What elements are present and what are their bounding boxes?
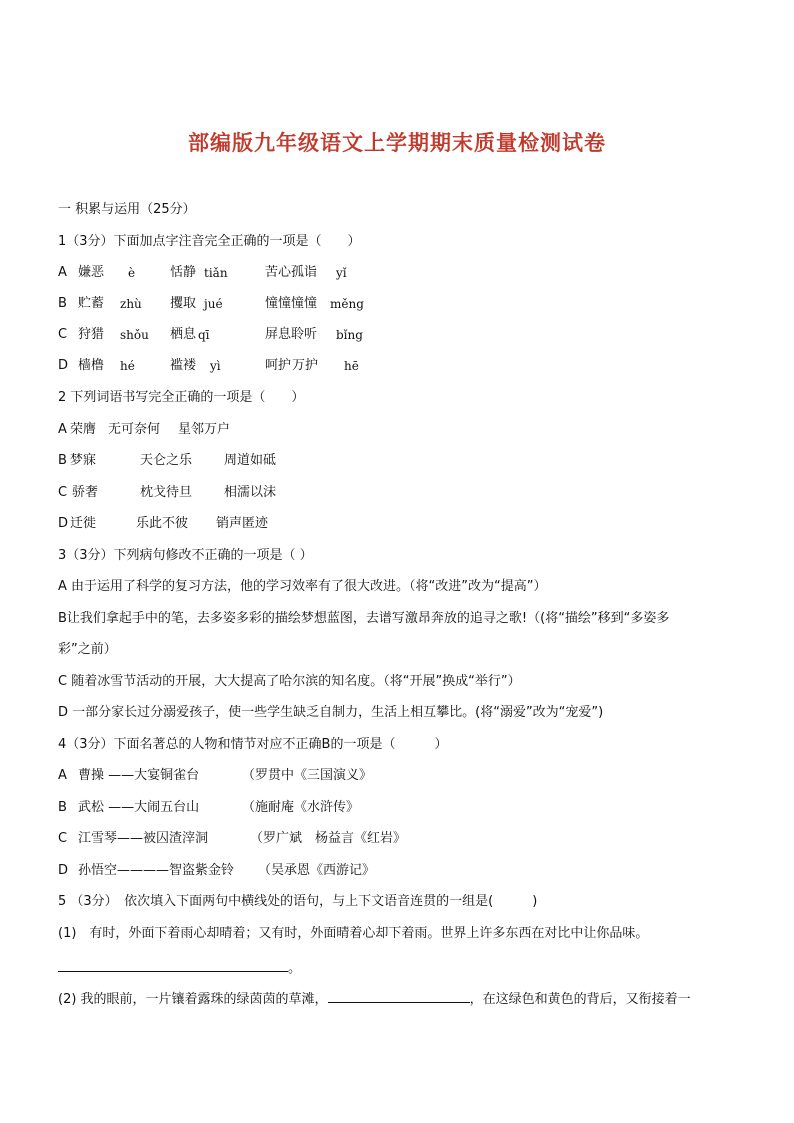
option-word: 攫取 [170,296,197,311]
option-word: 乐此不彼 [136,516,189,531]
option-letter: C [58,485,68,500]
option-pinyin: hé [120,359,135,373]
option-word: 星邻万户 [178,422,231,437]
option-pinyin: bǐng [336,328,363,342]
q3-option-d: D 一部分家长过分溺爱孩子，使一些学生缺乏自制力，生活上相互攀比。(将“溺爱”改为“宠爱”) [58,705,604,720]
option-letter: A [58,422,67,437]
answer-blank [58,957,288,972]
option-book: （罗广斌 杨益言《红岩》 [250,831,407,846]
option-word: 樯橹 [78,358,105,373]
page-title: 部编版九年级语文上学期期末质量检测试卷 [188,130,606,155]
option-letter: B [58,453,67,468]
option-letter: A [58,265,67,280]
option-word: 狩猎 [78,327,105,342]
option-item: 江雪琴——被囚渣滓洞 [78,831,209,846]
q3-option-a: A 由于运用了科学的复习方法，他的学习效率有了很大改进。（将“改进”改为“提高”） [58,579,547,594]
option-pinyin: zhù [120,297,142,311]
question-5-stem: 5 （3分） 依次填入下面两句中横线处的语句，与上下文语音连贯的一组是( ) [58,894,538,909]
q3-option-c: C 随着冰雪节活动的开展，大大提高了哈尔滨的知名度。（将“开展”换成“举行”） [58,674,521,689]
q3-option-b-cont: 彩”之前） [58,642,117,657]
option-word: 屏息聆听 [265,327,318,342]
option-word: 迁徙 [70,516,97,531]
option-pinyin: měng [330,297,364,311]
option-pinyin: hē [344,359,359,373]
option-pinyin: è [128,266,136,280]
option-word: 苦心孤诣 [265,265,318,280]
option-word: 褴褛 [170,358,197,373]
option-book: （罗贯中《三国演义》 [242,768,373,783]
option-letter: D [58,863,69,878]
option-word: 天仑之乐 [140,453,193,468]
option-letter: C [58,327,68,342]
option-letter: B [58,800,67,815]
option-word: 相濡以沫 [224,485,277,500]
option-word: 枕戈待旦 [140,485,193,500]
option-item: 孙悟空————智盗紫金铃 [78,863,235,878]
answer-blank [328,988,470,1003]
option-letter: C [58,831,68,846]
option-pinyin: yǐ [336,266,347,280]
question-1-stem: 1（3分）下面加点字注音完全正确的一项是（ ） [58,234,361,249]
option-word: 恬静 [170,265,197,280]
option-word: 梦寐 [70,453,97,468]
sentence-part: ，在这绿色和黄色的背后，又衔接着一 [469,992,691,1007]
section-heading: 一 积累与运用（25分） [58,202,196,217]
option-word: 呵护 [265,358,292,373]
option-pinyin: jué [204,297,223,311]
option-word: 憧憧憧憧 [265,296,318,311]
option-item: 武松 ——大闹五台山 [78,800,200,815]
question-3-stem: 3（3分）下列病句修改不正确的一项是（ ） [58,548,313,563]
option-word: 周道如砥 [224,453,277,468]
option-letter: D [58,516,69,531]
question-4-stem: 4（3分）下面名著总的人物和情节对应不正确B的一项是（ ） [58,737,448,752]
option-pinyin: shǒu [120,328,149,342]
option-letter: B [58,296,67,311]
option-pinyin: tiǎn [204,266,228,280]
option-pinyin: qī [198,328,210,342]
option-word: 骄奢 [72,485,99,500]
sentence-part: (2) 我的眼前，一片镶着露珠的绿茵茵的草滩， [58,992,328,1007]
option-word: 栖息 [170,327,197,342]
option-item: 曹操 ——大宴铜雀台 [78,768,200,783]
option-word: 销声匿迹 [216,516,269,531]
option-pinyin: yì [210,359,221,373]
option-book: （施耐庵《水浒传》 [242,800,360,815]
q5-blank-line-1 [58,957,301,978]
option-book: （吴承恩《西游记》 [258,863,376,878]
option-word: 贮蓄 [78,296,105,311]
q3-option-b: B让我们拿起手中的笔，去多姿多彩的描绘梦想蓝图，去谱写激昂奔放的追寻之歌!（(将“描绘”移到“多姿多 [58,611,670,626]
option-word: 嫌恶 [78,265,105,280]
option-letter: A [58,768,67,783]
blank-end-mark: 。 [288,961,302,976]
option-word: 万护 [292,358,319,373]
option-word: 无可奈何 [108,422,161,437]
option-word: 荣膺 [70,422,97,437]
q5-sentence-2 [58,988,691,1009]
q5-sentence-1: (1) 有时，外面下着雨心却晴着；又有时，外面晴着心却下着雨。世界上许多东西在对比中让你品味。 [58,926,649,941]
option-letter: D [58,358,69,373]
question-2-stem: 2 下列词语书写完全正确的一项是（ ） [58,390,305,405]
